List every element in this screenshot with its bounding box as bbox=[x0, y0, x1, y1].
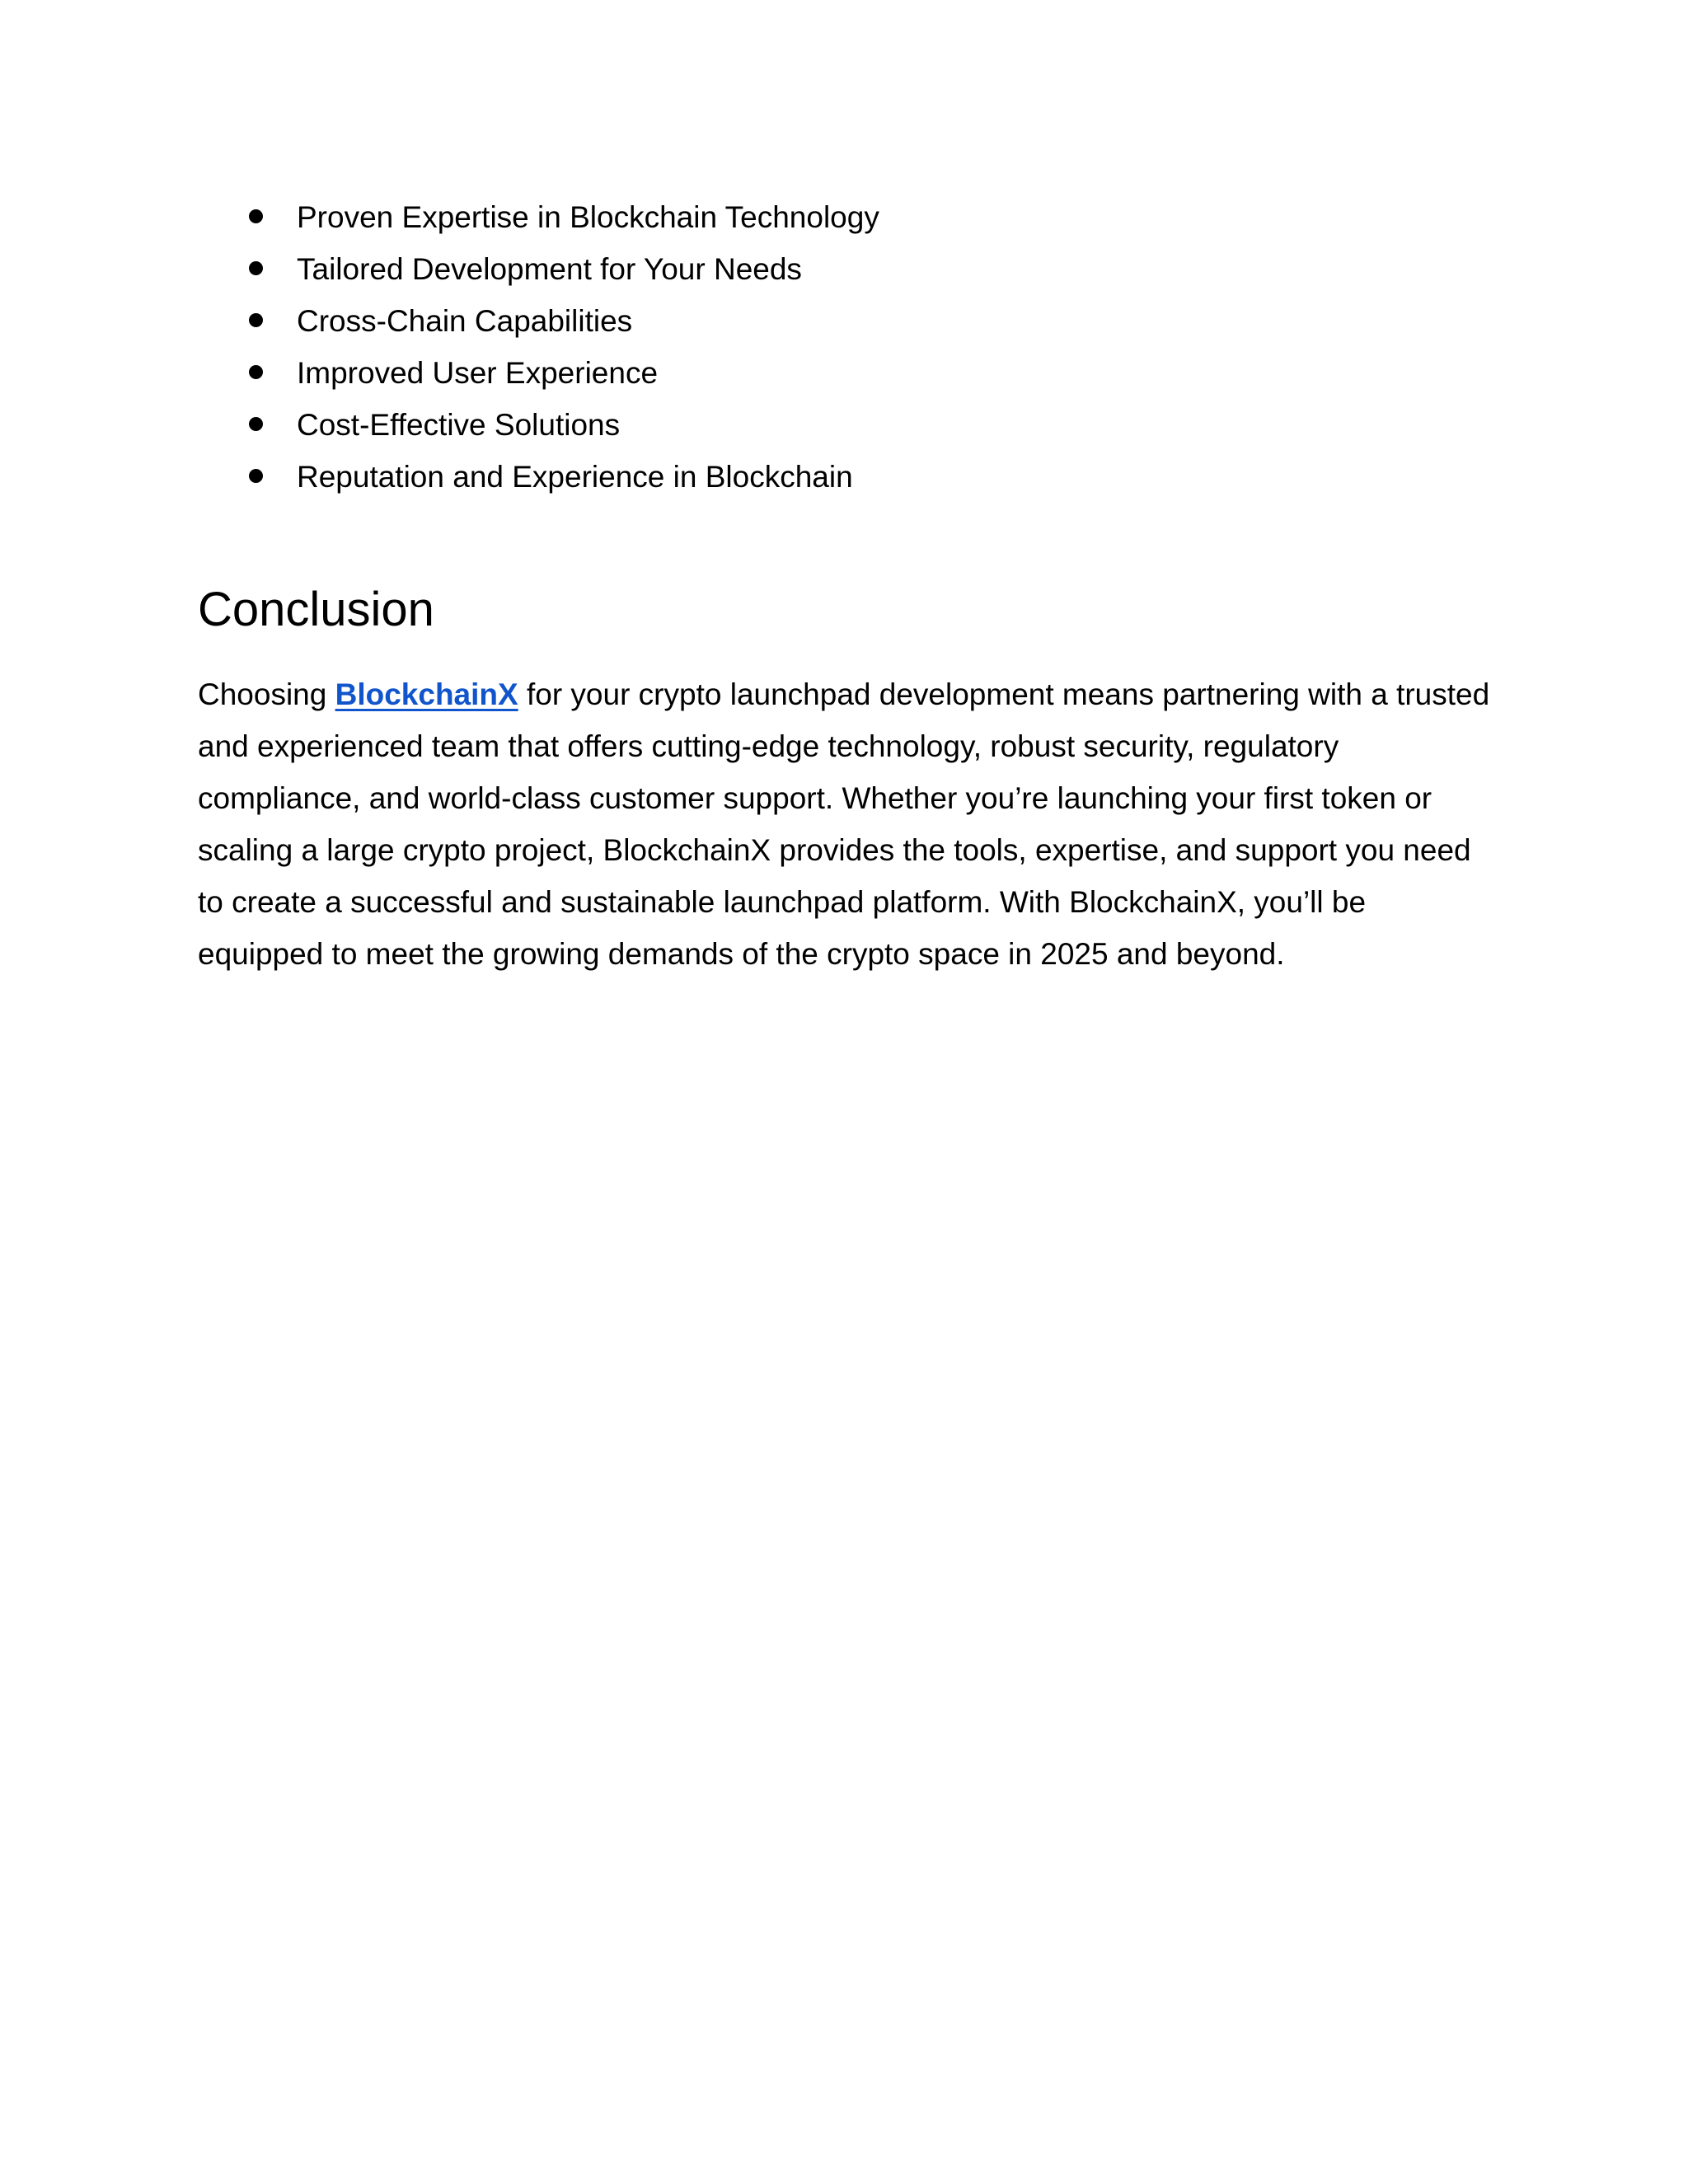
bullet-icon bbox=[249, 313, 263, 327]
list-item-text: Reputation and Experience in Blockchain bbox=[297, 460, 853, 494]
paragraph-line: and experienced team that offers cutting-edge technology, robust security, regulatory bbox=[198, 729, 1339, 763]
paragraph-text: for your crypto launchpad development means partnering with a trusted bbox=[518, 677, 1490, 711]
list-item-text: Improved User Experience bbox=[297, 356, 659, 390]
conclusion-heading: Conclusion bbox=[198, 583, 434, 636]
list-item-text: Tailored Development for Your Needs bbox=[297, 252, 802, 286]
bullet-icon bbox=[249, 261, 263, 275]
features-bullet-list bbox=[247, 191, 879, 503]
blockchainx-link[interactable]: BlockchainX bbox=[335, 677, 518, 711]
list-item bbox=[247, 399, 879, 451]
paragraph-line: compliance, and world-class customer support. Whether you’re launching your first token or bbox=[198, 781, 1432, 815]
list-item-text: Cost-Effective Solutions bbox=[297, 408, 621, 442]
list-item-text: Proven Expertise in Blockchain Technology bbox=[297, 200, 879, 234]
paragraph-line bbox=[198, 668, 1500, 720]
list-item-text: Cross-Chain Capabilities bbox=[297, 304, 633, 338]
list-item bbox=[247, 451, 879, 503]
list-item bbox=[247, 191, 879, 243]
bullet-icon bbox=[249, 365, 263, 379]
list-item bbox=[247, 243, 879, 295]
conclusion-paragraph bbox=[198, 668, 1500, 980]
bullet-icon bbox=[249, 469, 263, 483]
list-item bbox=[247, 295, 879, 347]
paragraph-line: equipped to meet the growing demands of the crypto space in 2025 and beyond. bbox=[198, 937, 1285, 971]
paragraph-text: Choosing bbox=[198, 677, 335, 711]
bullet-icon bbox=[249, 417, 263, 431]
bullet-icon bbox=[249, 209, 263, 223]
paragraph-line: to create a successful and sustainable launchpad platform. With BlockchainX, you’ll be bbox=[198, 885, 1367, 919]
paragraph-line: scaling a large crypto project, BlockchainX provides the tools, expertise, and support you need bbox=[198, 833, 1471, 867]
list-item bbox=[247, 347, 879, 399]
